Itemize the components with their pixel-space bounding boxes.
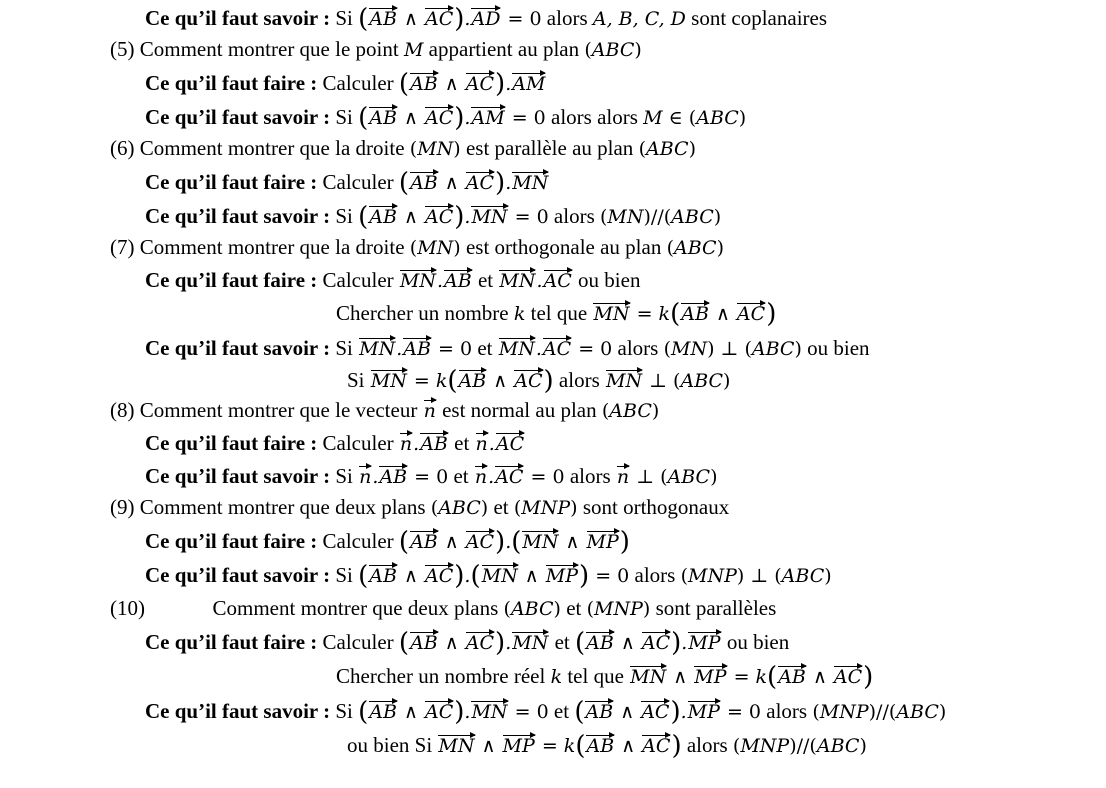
- savoir-label: Ce qu’il faut savoir :: [145, 6, 331, 30]
- faire-line-7: Ce qu’il faut faire : Calculer MN.AB et MN.AC ou bien: [145, 268, 641, 292]
- faire-label: Ce qu’il faut faire :: [145, 529, 318, 553]
- savoir-line-9: Ce qu’il faut savoir : Si (AB ∧ AC).(MN ∧ MP) = 0 alors (MNP) ⊥ (ABC): [145, 561, 832, 591]
- savoir-line-7: Ce qu’il faut savoir : Si MN.AB = 0 et MN.AC = 0 alors (MN) ⊥ (ABC) ou bien: [145, 336, 870, 360]
- question-8: (8) Comment montrer que le vecteur n est normal au plan (ABC): [110, 398, 660, 422]
- question-7: (7) Comment montrer que la droite (MN) est orthogonale au plan (ABC): [110, 235, 724, 259]
- question-5: (5) Comment montrer que le point M appartient au plan (ABC): [110, 37, 642, 61]
- math-formula: (AB ∧ AC).MN = 0: [358, 202, 549, 232]
- faire-line-5: Ce qu’il faut faire : Calculer (AB ∧ AC).AM: [145, 69, 546, 99]
- math-formula: (AB ∧ AC).MN: [398, 168, 549, 198]
- savoir-label: Ce qu’il faut savoir :: [145, 563, 331, 587]
- savoir-label: Ce qu’il faut savoir :: [145, 336, 331, 360]
- question-10: (10) Comment montrer que deux plans (ABC) et (MNP) sont parallèles: [110, 596, 777, 620]
- faire-label: Ce qu’il faut faire :: [145, 268, 318, 292]
- faire-label: Ce qu’il faut faire :: [145, 630, 318, 654]
- math-formula: (AB ∧ AC).AM = 0: [358, 103, 546, 133]
- faire-line-7b: Chercher un nombre k tel que MN = k(AB ∧ AC): [336, 299, 777, 329]
- faire-line-10b: Chercher un nombre réel k tel que MN ∧ MP = k(AB ∧ AC): [336, 662, 874, 692]
- question-6: (6) Comment montrer que la droite (MN) est parallèle au plan (ABC): [110, 136, 696, 160]
- faire-label: Ce qu’il faut faire :: [145, 431, 318, 455]
- faire-line-10: Ce qu’il faut faire : Calculer (AB ∧ AC).MN et (AB ∧ AC).MP ou bien: [145, 628, 790, 658]
- savoir-label: Ce qu’il faut savoir :: [145, 699, 331, 723]
- savoir-line-10: Ce qu’il faut savoir : Si (AB ∧ AC).MN = 0 et (AB ∧ AC).MP = 0 alors (MNP)//(ABC): [145, 697, 947, 727]
- savoir-label: Ce qu’il faut savoir :: [145, 464, 331, 488]
- savoir-line-10b: ou bien Si MN ∧ MP = k(AB ∧ AC) alors (MNP)//(ABC): [347, 731, 867, 761]
- faire-line-9: Ce qu’il faut faire : Calculer (AB ∧ AC).(MN ∧ MP): [145, 527, 630, 557]
- savoir-line-4: Ce qu’il faut savoir : Si (AB ∧ AC).AD = 0 alors A, B, C, D sont coplanaires: [145, 4, 828, 34]
- math-formula: (AB ∧ AC).AD = 0: [358, 4, 542, 34]
- savoir-line-6: Ce qu’il faut savoir : Si (AB ∧ AC).MN = 0 alors (MN)//(ABC): [145, 202, 722, 232]
- savoir-label: Ce qu’il faut savoir :: [145, 204, 331, 228]
- savoir-label: Ce qu’il faut savoir :: [145, 105, 331, 129]
- faire-label: Ce qu’il faut faire :: [145, 71, 318, 95]
- math-formula: (AB ∧ AC).AM: [398, 69, 546, 99]
- faire-line-6: Ce qu’il faut faire : Calculer (AB ∧ AC).MN: [145, 168, 549, 198]
- faire-label: Ce qu’il faut faire :: [145, 170, 318, 194]
- faire-line-8: Ce qu’il faut faire : Calculer n.AB et n.AC: [145, 431, 525, 455]
- savoir-line-5: Ce qu’il faut savoir : Si (AB ∧ AC).AM = 0 alors alors M ∈ (ABC): [145, 103, 747, 133]
- savoir-line-7b: Si MN = k(AB ∧ AC) alors MN ⊥ (ABC): [347, 366, 731, 396]
- question-9: (9) Comment montrer que deux plans (ABC) et (MNP) sont orthogonaux: [110, 495, 730, 519]
- savoir-line-8: Ce qu’il faut savoir : Si n.AB = 0 et n.AC = 0 alors n ⊥ (ABC): [145, 464, 718, 488]
